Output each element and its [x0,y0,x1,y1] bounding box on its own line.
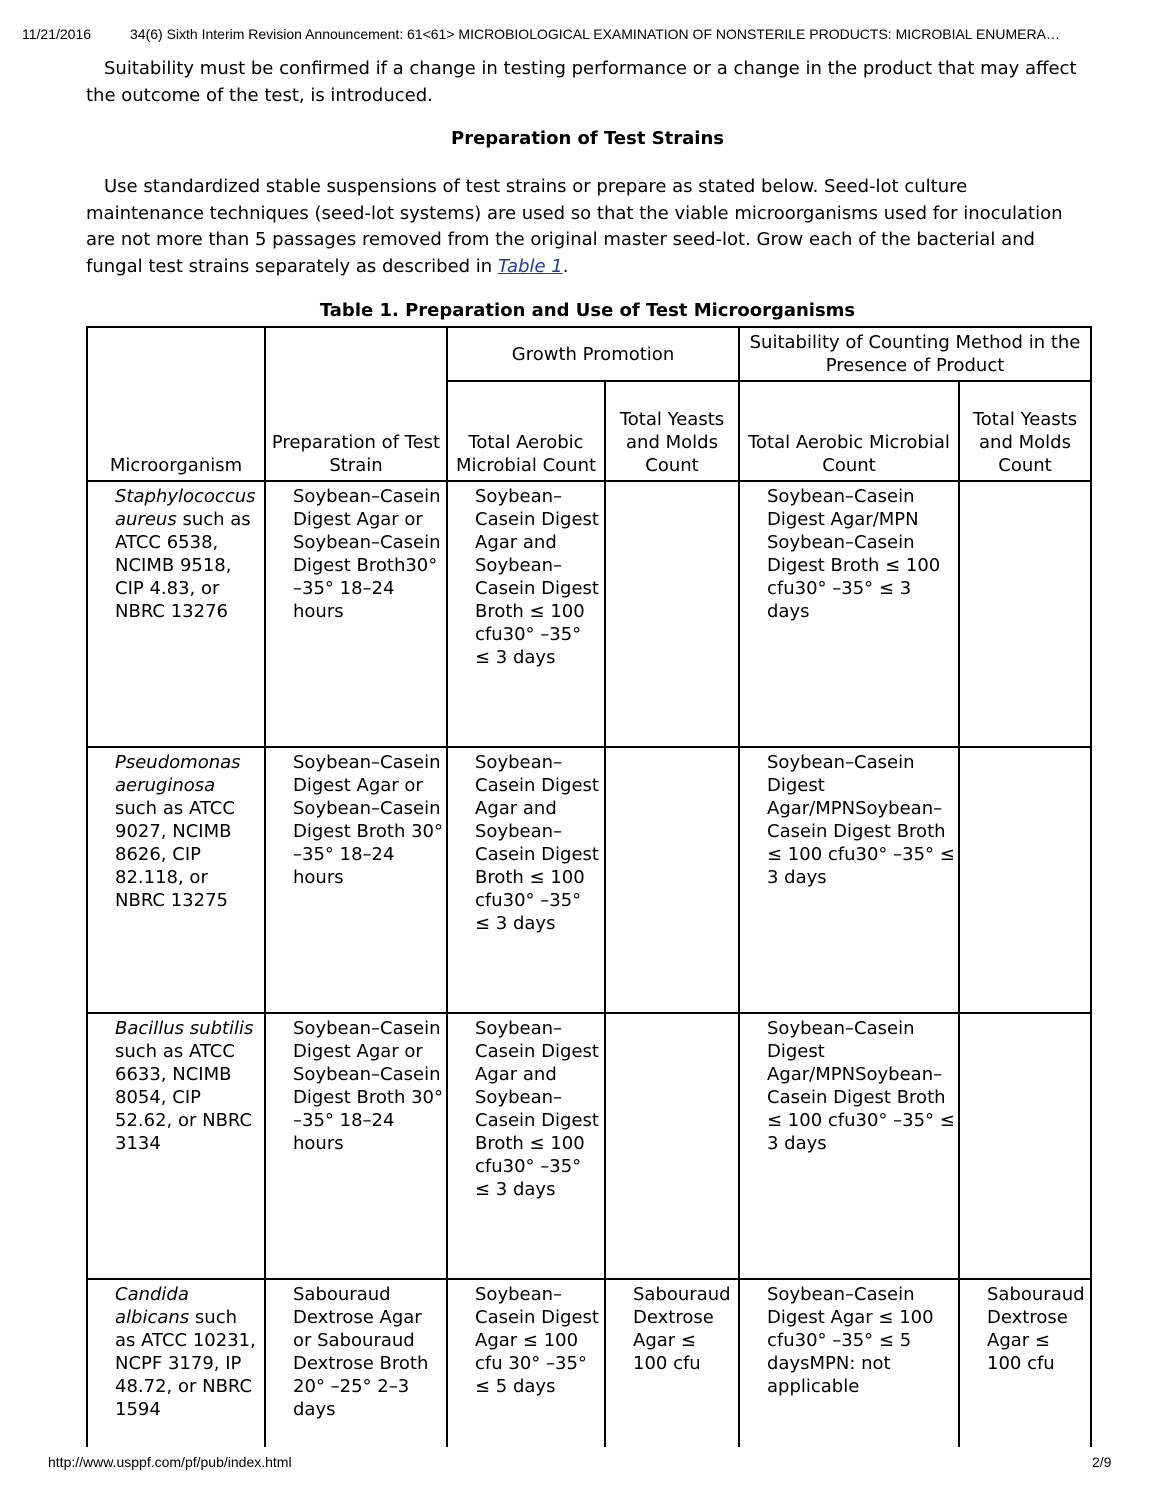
footer-url: http://www.usppf.com/pf/pub/index.html [48,1454,292,1470]
strains-end: . [562,255,569,277]
organism-strains: such as ATCC 9027, NCIMB 8626, CIP 82.118, or NBRC 13275 [115,798,235,911]
table-1-link[interactable]: Table 1 [497,255,563,277]
section-title: Preparation of Test Strains [451,128,724,149]
cell-gp-aerobic: Soybean–Casein Digest Agar and Soybean–Casein Digest Broth ≤ 100 cfu30° –35° ≤ 3 days [447,747,605,1013]
cell-preparation: Soybean–Casein Digest Agar or Soybean–Casein Digest Broth 30° –35° 18–24 hours [265,1013,447,1279]
intro-text: Suitability must be confirmed if a change in testing performance or a change in the product that may affect the outcome of the test, is introduced. [86,58,1077,106]
cell-gp-yeasts [605,1013,739,1279]
header-growth-promotion: Growth Promotion [447,327,739,381]
header-gp-aerobic: Total Aerobic Microbial Count [447,381,605,481]
cell-su-yeasts: Sabouraud Dextrose Agar ≤ 100 cfu [959,1279,1091,1447]
microorganisms-table [86,326,1092,1447]
header-su-yeasts: Total Yeasts and Molds Count [959,381,1091,481]
organism-strains: such as ATCC 6633, NCIMB 8054, CIP 52.62, or NBRC 3134 [115,1041,253,1154]
cell-gp-yeasts: Sabouraud Dextrose Agar ≤ 100 cfu [605,1279,739,1447]
cell-preparation: Sabouraud Dextrose Agar or Sabouraud Dextrose Broth 20° –25° 2–3 days [265,1279,447,1447]
cell-su-aerobic: Soybean–Casein Digest Agar/MPNSoybean–Casein Digest Broth ≤ 100 cfu30° –35° ≤ 3 days [739,1013,959,1279]
cell-su-yeasts [959,481,1091,747]
strains-text: Use standardized stable suspensions of test strains or prepare as stated below. Seed-lot culture maintenance techniques (seed-lot systems) are used so that the viable microorganisms used for inoculation are not more than 5 passages removed from the original master seed-lot. Grow each of the bacterial and fungal test strains separately as described in [86,176,1063,277]
table-row [87,1279,1091,1447]
cell-gp-yeasts [605,747,739,1013]
cell-su-aerobic: Soybean–Casein Digest Agar/MPN Soybean–Casein Digest Broth ≤ 100 cfu30° –35° ≤ 3 days [739,481,959,747]
organism-name: Staphylococcus aureus [115,486,256,530]
table-caption: Table 1. Preparation and Use of Test Microorganisms [319,300,856,321]
header-date: 11/21/2016 [22,26,92,42]
cell-microorganism [87,1013,265,1279]
cell-gp-aerobic: Soybean–Casein Digest Agar ≤ 100 cfu 30° –35° ≤ 5 days [447,1279,605,1447]
table-row [87,481,1091,747]
organism-name: Candida albicans [115,1284,190,1328]
cell-microorganism [87,481,265,747]
cell-su-yeasts [959,747,1091,1013]
cell-microorganism [87,1279,265,1447]
cell-gp-aerobic: Soybean–Casein Digest Agar and Soybean–Casein Digest Broth ≤ 100 cfu30° –35° ≤ 3 days [447,1013,605,1279]
table-row [87,1013,1091,1279]
header-gp-yeasts: Total Yeasts and Molds Count [605,381,739,481]
organism-strains: such as ATCC 6538, NCIMB 9518, CIP 4.83, or NBRC 13276 [115,509,251,622]
header-title: 34(6) Sixth Interim Revision Announcement: 61<61> MICROBIOLOGICAL EXAMINATION OF NONSTERILE PRODUCTS: MICROBIAL ENUMERA… [130,26,1060,42]
cell-preparation: Soybean–Casein Digest Agar or Soybean–Casein Digest Broth 30° –35° 18–24 hours [265,747,447,1013]
cell-microorganism [87,747,265,1013]
cell-su-aerobic: Soybean–Casein Digest Agar ≤ 100 cfu30° –35° ≤ 5 daysMPN: not applicable [739,1279,959,1447]
intro-paragraph [86,56,1086,109]
table-row [87,747,1091,1013]
header-preparation: Preparation of Test Strain [265,327,447,481]
organism-strains: such as ATCC 10231, NCPF 3179, IP 48.72, or NBRC 1594 [115,1307,256,1420]
strains-paragraph [86,174,1086,280]
footer-page-number: 2/9 [1092,1454,1112,1470]
organism-name: Pseudomonas aeruginosa [115,752,241,796]
cell-preparation: Soybean–Casein Digest Agar or Soybean–Casein Digest Broth30° –35° 18–24 hours [265,481,447,747]
cell-su-aerobic: Soybean–Casein Digest Agar/MPNSoybean–Casein Digest Broth ≤ 100 cfu30° –35° ≤ 3 days [739,747,959,1013]
cell-gp-aerobic: Soybean–Casein Digest Agar and Soybean–Casein Digest Broth ≤ 100 cfu30° –35° ≤ 3 days [447,481,605,747]
header-su-aerobic: Total Aerobic Microbial Count [739,381,959,481]
header-suitability: Suitability of Counting Method in the Presence of Product [739,327,1091,381]
cell-su-yeasts [959,1013,1091,1279]
cell-gp-yeasts [605,481,739,747]
organism-name: Bacillus subtilis [115,1018,254,1039]
header-microorganism: Microorganism [87,327,265,481]
